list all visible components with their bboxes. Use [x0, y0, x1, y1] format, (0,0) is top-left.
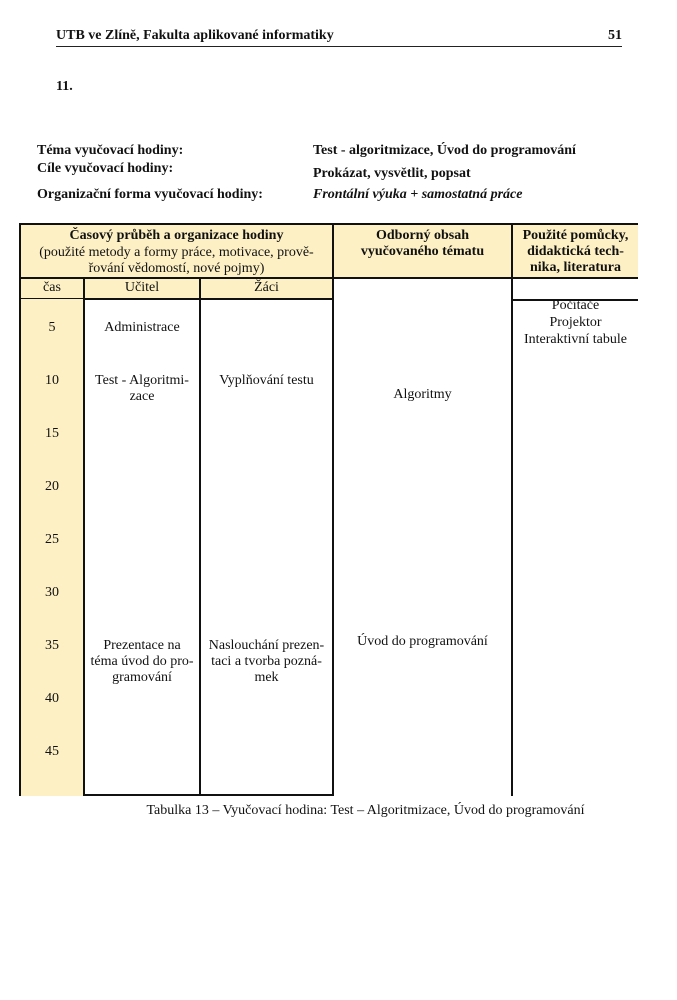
time-cell: 45: [45, 744, 59, 759]
tool-item: Interaktivní tabule: [523, 332, 628, 347]
tool-item: Počítače: [551, 298, 600, 313]
meta-value-topic: Test - algoritmizace, Úvod do programování: [313, 143, 576, 158]
header-timeline-title: Časový průběh a organizace hodiny: [69, 228, 284, 243]
meta-label-goals: Cíle vyučovací hodiny:: [37, 161, 174, 176]
header-content-line1: Odborný obsah: [376, 228, 469, 243]
meta-label-form: Organizační forma vyučovací hodiny:: [37, 187, 263, 202]
teacher-activity: Administrace: [104, 320, 180, 335]
student-activity-line: mek: [254, 670, 279, 685]
time-cell: 5: [48, 320, 56, 335]
time-cell: 25: [45, 532, 59, 547]
teacher-activity: [85, 373, 199, 405]
divider-time: [83, 278, 85, 796]
content-topic: Úvod do programování: [357, 634, 488, 649]
teacher-activity-line: gramování: [112, 670, 172, 685]
meta-value-form: Frontální výuka + samostatná práce: [313, 187, 523, 202]
divider-teacher: [199, 278, 201, 796]
header-content-line2: vyučovaného tématu: [360, 244, 485, 259]
student-activity-line: taci a tvorba pozná-: [211, 654, 322, 669]
divider-subheader: [83, 298, 333, 300]
header-tools: [513, 225, 638, 277]
subheader-students: Žáci: [254, 280, 279, 295]
teacher-activity-line: téma úvod do pro-: [90, 654, 194, 669]
content-body-fill: [334, 278, 513, 796]
header-tools-line1: Použité pomůcky,: [522, 228, 629, 243]
time-cell: 30: [45, 585, 59, 600]
meta-value-goals: Prokázat, vysvětlit, popsat: [313, 166, 471, 181]
divider-header: [21, 277, 638, 279]
header-tools-line2: didaktická tech-: [527, 244, 624, 259]
subheader-time: čas: [43, 280, 61, 295]
header-timeline: [21, 225, 332, 277]
time-cell: 20: [45, 479, 59, 494]
teacher-activity-line: zace: [129, 389, 155, 404]
tool-item: Projektor: [549, 315, 602, 330]
content-topic: Algoritmy: [393, 387, 452, 402]
subheader-teacher: Učitel: [124, 280, 160, 295]
page-header: [56, 28, 622, 47]
tools-body-fill: [513, 278, 638, 796]
running-title: UTB ve Zlíně, Fakulta aplikované informatiky: [56, 28, 334, 43]
divider-subheader-time: [21, 298, 83, 299]
time-cell: 40: [45, 691, 59, 706]
header-timeline-sub1: (použité metody a formy práce, motivace, prově-: [39, 245, 314, 260]
header-content: [334, 225, 511, 277]
header-timeline-sub2: řování vědomostí, nové pojmy): [88, 261, 265, 276]
teacher-activity-line: Test - Algoritmi-: [95, 373, 189, 388]
time-cell: 35: [45, 638, 59, 653]
time-cell: 15: [45, 426, 59, 441]
header-tools-line3: nika, literatura: [530, 260, 621, 275]
teacher-activity: [85, 638, 199, 686]
meta-label-topic: Téma vyučovací hodiny:: [37, 143, 184, 158]
teacher-activity-line: Prezentace na: [103, 638, 181, 653]
tools-list: [513, 297, 638, 348]
lesson-table: [19, 223, 638, 796]
page-number: 51: [608, 28, 622, 43]
time-cell: 10: [45, 373, 59, 388]
student-activity: [201, 638, 332, 686]
student-activity-line: Naslouchání prezen-: [208, 638, 325, 653]
student-activity: Vyplňování testu: [219, 373, 314, 388]
divider-col2: [332, 225, 334, 796]
table-caption: Tabulka 13 – Vyučovací hodina: Test – Algoritmizace, Úvod do programování: [146, 803, 585, 818]
chapter-number: 11.: [56, 79, 73, 94]
